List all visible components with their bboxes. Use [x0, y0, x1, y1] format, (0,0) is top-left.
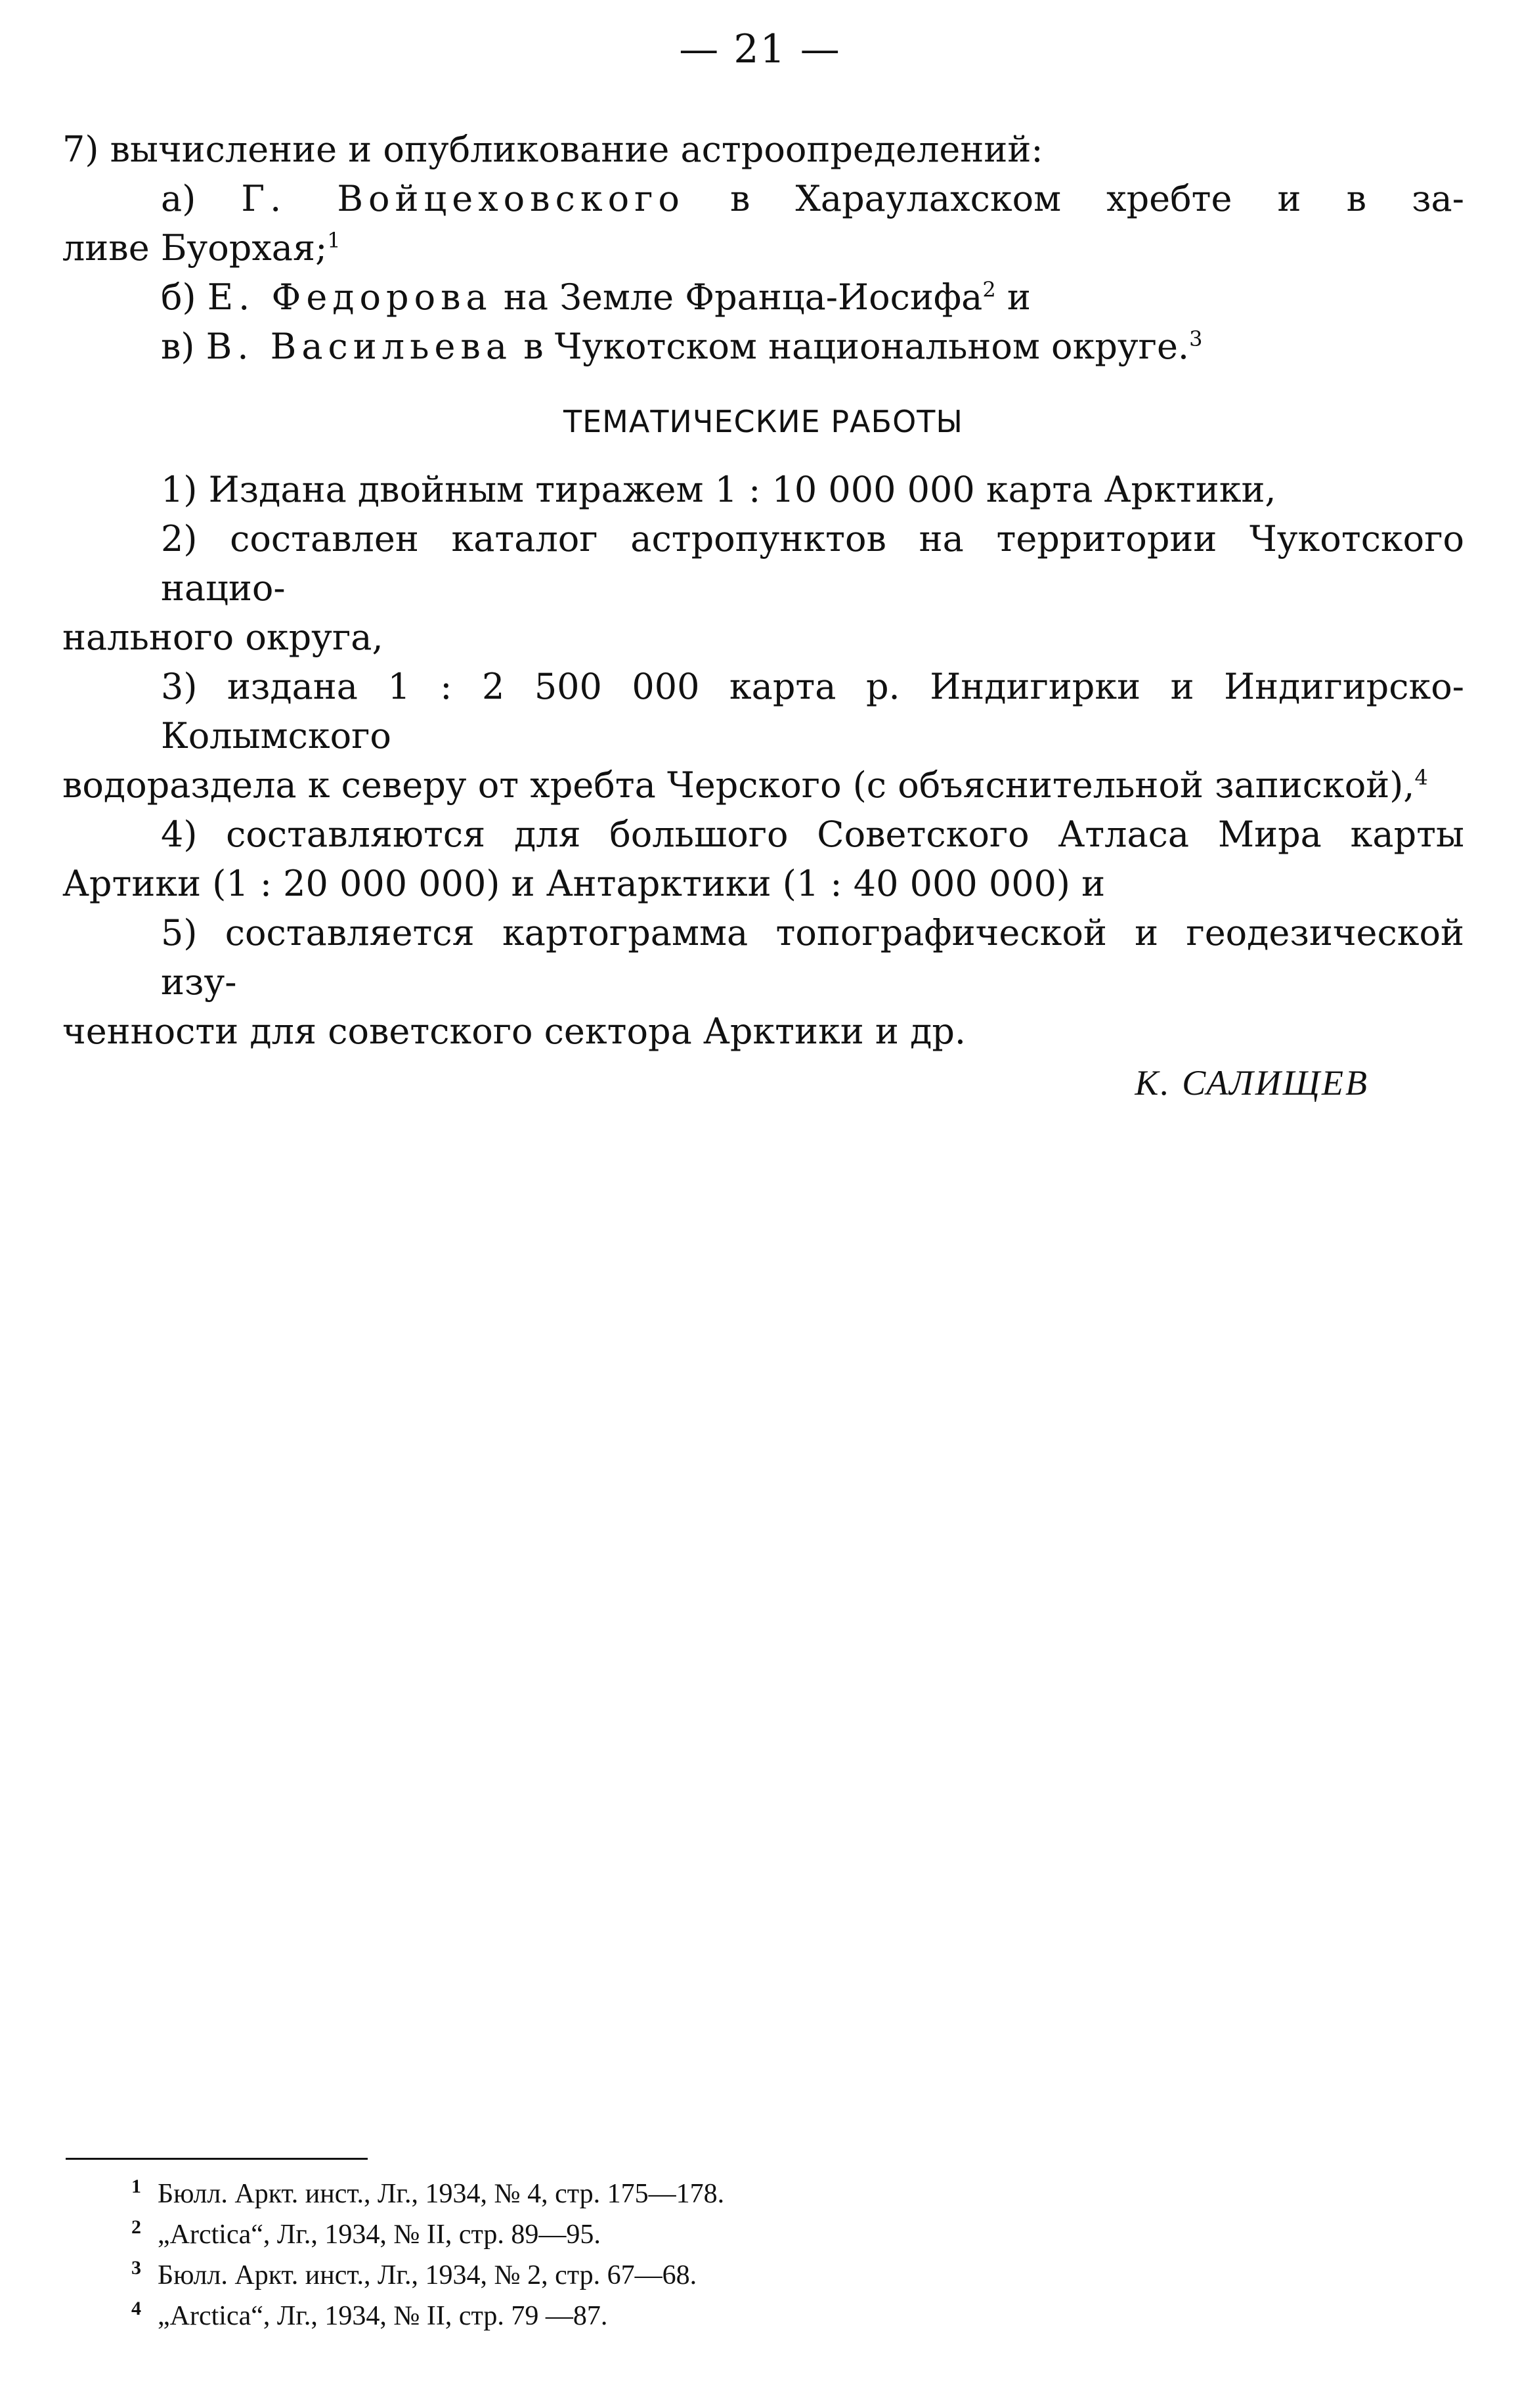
section-heading: ТЕМАТИЧЕСКИЕ РАБОТЫ	[563, 404, 963, 439]
footnote-1-text: Бюлл. Аркт. инст., Лг., 1934, № 4, стр. 175—178.	[158, 2179, 725, 2209]
thematic-item-5: 5) составляется картограмма топографической и геодезической изу-	[161, 912, 1464, 1003]
body-text	[62, 125, 1464, 1108]
astro-item-b-rest: на Земле Франца-Иосифа	[492, 276, 983, 318]
astro-item-v-prefix: в)	[161, 326, 206, 367]
footnote-4-text: „Arctica“, Лг., 1934, № II, стр. 79 —87.	[158, 2301, 608, 2331]
thematic-item-3: 3) издана 1 : 2 500 000 карта р. Индигирки и Индигирско-Колымского	[161, 666, 1464, 756]
astro-item-a-cont: ливе Буорхая;	[62, 227, 328, 269]
thematic-item-2: 2) составлен каталог астропунктов на территории Чукотского нацио-	[161, 518, 1464, 609]
footnote-4: 4 „Arctica“, Лг., 1934, № II, стр. 79 —87.	[131, 2298, 608, 2331]
footnote-ref-1: 1	[327, 228, 341, 253]
author-signature: К. САЛИЩЕВ	[1135, 1063, 1369, 1103]
thematic-item-2-continuation: нального округа,	[62, 617, 383, 658]
footnote-3: 3 Бюлл. Аркт. инст., Лг., 1934, № 2, стр. 67—68.	[131, 2257, 697, 2290]
astro-item-a-name: Г. Войцеховского	[241, 178, 685, 219]
astro-item-a	[62, 174, 1464, 223]
thematic-item-4-continuation: Артики (1 : 20 000 000) и Антарктики (1 : 40 000 000) и	[62, 863, 1106, 904]
thematic-item-3-cont-text: водораздела к северу от хребта Черского (с объяснительной запиской),	[62, 764, 1415, 806]
footnote-3-text: Бюлл. Аркт. инст., Лг., 1934, № 2, стр. 67—68.	[158, 2260, 697, 2290]
page-number: — 21 —	[679, 26, 841, 72]
footnote-divider	[66, 2158, 368, 2160]
footnote-2-text: „Arctica“, Лг., 1934, № II, стр. 89—95.	[158, 2220, 601, 2250]
astro-item-b-end: и	[995, 276, 1031, 318]
astro-item-b	[62, 273, 1464, 322]
astro-item-v-name: В. Васильева	[206, 326, 513, 367]
astro-item-b-name: Е. Федорова	[207, 276, 492, 318]
footnote-ref-4: 4	[1414, 765, 1428, 790]
astro-item-a-prefix: а)	[161, 178, 242, 219]
thematic-item-4: 4) составляются для большого Советского Атласа Мира карты	[161, 814, 1464, 855]
astro-item-a-rest: в Хараулахском хребте и в за-	[684, 178, 1464, 219]
footnotes	[131, 2174, 1379, 2336]
astro-item-b-prefix: б)	[161, 276, 207, 318]
thematic-item-3-continuation	[62, 760, 1464, 810]
thematic-item-1: 1) Издана двойным тиражем 1 : 10 000 000 карта Арктики,	[161, 469, 1276, 510]
footnote-2: 2 „Arctica“, Лг., 1934, № II, стр. 89—95.	[131, 2216, 601, 2250]
footnote-ref-2: 2	[982, 277, 996, 302]
footnote-1: 1 Бюлл. Аркт. инст., Лг., 1934, № 4, стр. 175—178.	[131, 2176, 725, 2209]
astro-item-v-rest: в Чукотском национальном округе.	[512, 326, 1190, 367]
astro-item-v	[62, 322, 1464, 371]
astro-item-7: 7) вычисление и опубликование астроопределений:	[62, 129, 1043, 170]
astro-item-a-continuation	[62, 223, 1464, 273]
thematic-item-5-continuation: ченности для советского сектора Арктики и др.	[62, 1011, 966, 1052]
footnote-ref-3: 3	[1189, 326, 1203, 351]
